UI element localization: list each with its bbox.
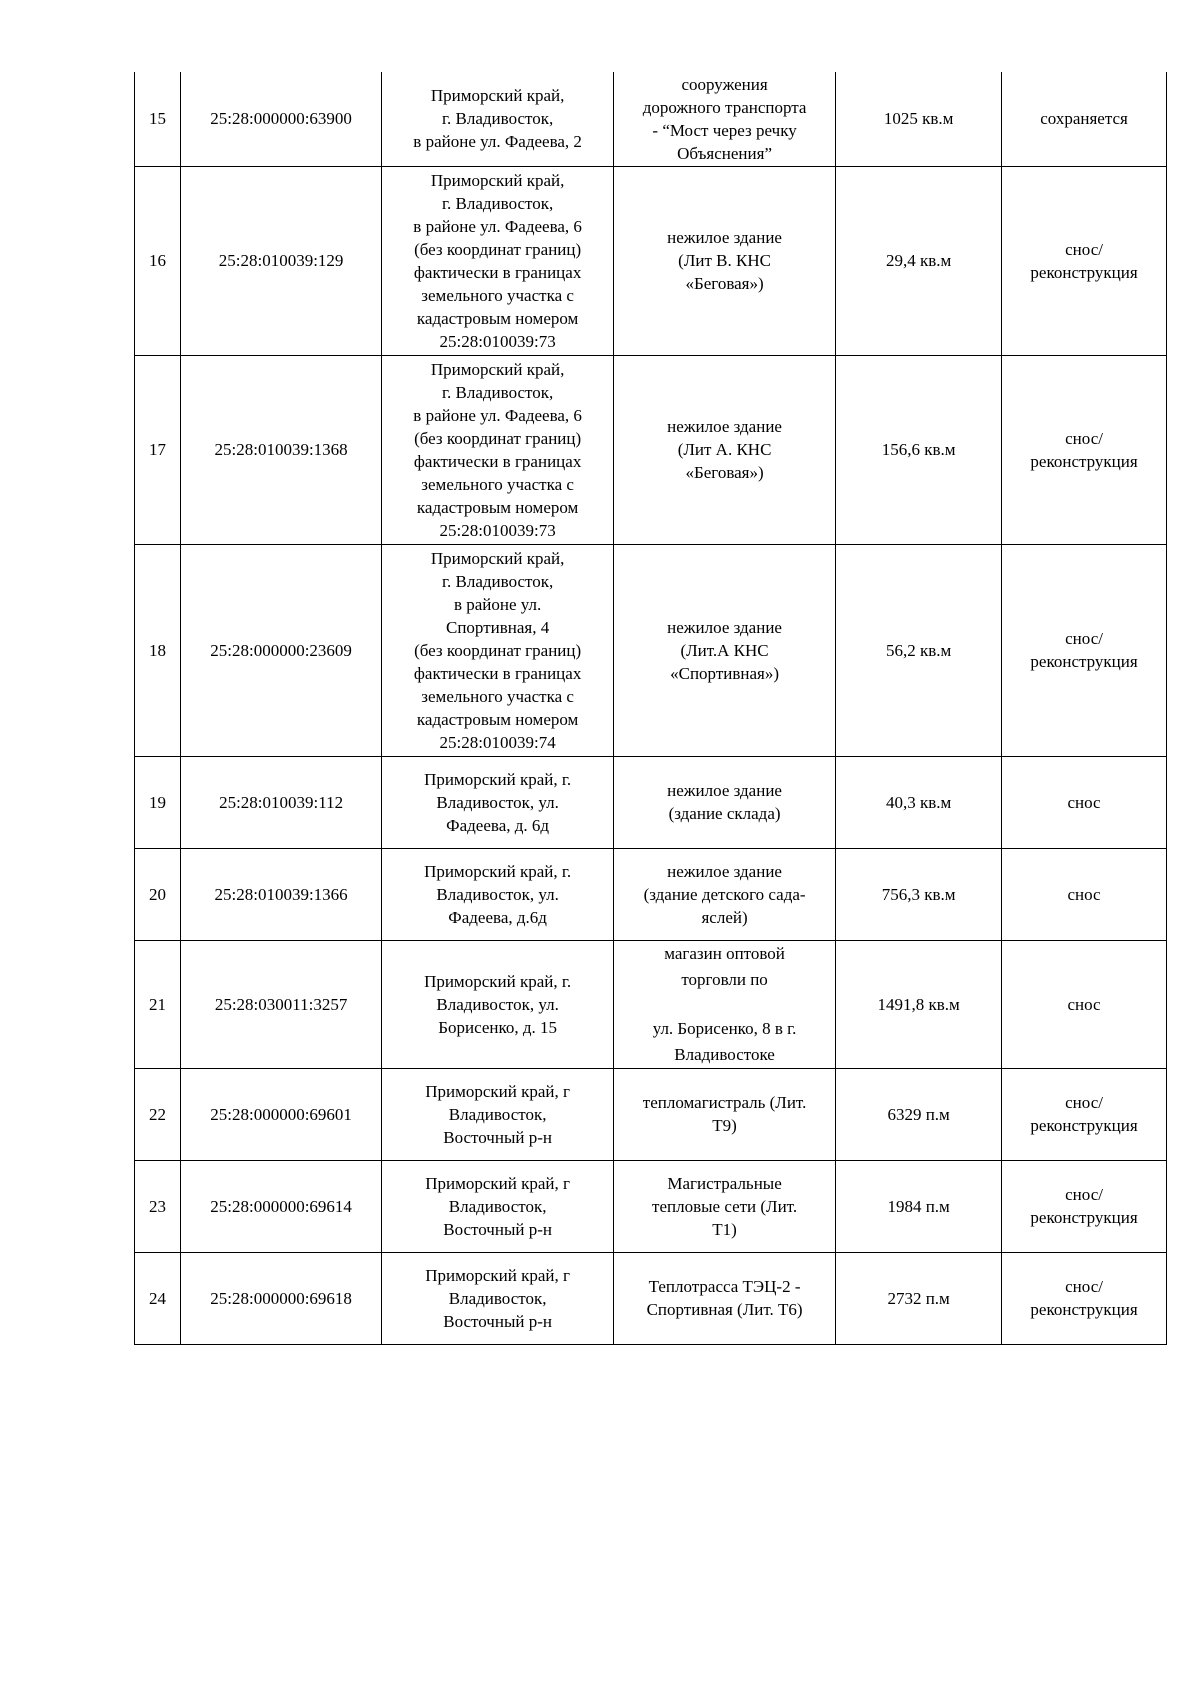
object-description: сооружения дорожного транспорта - “Мост через речку Объяснения” bbox=[613, 72, 835, 166]
object-description-line-2: ул. Борисенко, 8 в г. Владивостоке bbox=[652, 1018, 797, 1064]
table-row bbox=[135, 848, 1167, 940]
row-number: 19 bbox=[135, 756, 181, 848]
table-row bbox=[135, 166, 1167, 355]
row-number: 17 bbox=[135, 355, 181, 544]
row-number: 21 bbox=[135, 940, 181, 1068]
address: Приморский край, г Владивосток, Восточный р-н bbox=[382, 1160, 614, 1252]
area: 156,6 кв.м bbox=[836, 355, 1002, 544]
table-row bbox=[135, 756, 1167, 848]
status: снос bbox=[1002, 756, 1167, 848]
cadastral-number: 25:28:010039:1368 bbox=[180, 355, 381, 544]
cadastral-number: 25:28:030011:3257 bbox=[180, 940, 381, 1068]
status: снос/ реконструкция bbox=[1002, 355, 1167, 544]
table-row bbox=[135, 940, 1167, 1068]
cadastral-number: 25:28:000000:23609 bbox=[180, 544, 381, 756]
cadastral-number: 25:28:000000:63900 bbox=[180, 72, 381, 166]
address: Приморский край, г Владивосток, Восточный р-н bbox=[382, 1252, 614, 1344]
address: Приморский край, г Владивосток, Восточный р-н bbox=[382, 1068, 614, 1160]
area: 1491,8 кв.м bbox=[836, 940, 1002, 1068]
object-description: нежилое здание (Лит А. КНС «Беговая») bbox=[613, 355, 835, 544]
object-description: тепломагистраль (Лит. Т9) bbox=[613, 1068, 835, 1160]
cadastral-number: 25:28:010039:112 bbox=[180, 756, 381, 848]
address: Приморский край, г. Владивосток, ул. Фадеева, д. 6д bbox=[382, 756, 614, 848]
row-number: 20 bbox=[135, 848, 181, 940]
object-description: Магистральные тепловые сети (Лит. Т1) bbox=[613, 1160, 835, 1252]
address: Приморский край, г. Владивосток, ул. Фадеева, д.6д bbox=[382, 848, 614, 940]
status: снос/ реконструкция bbox=[1002, 1160, 1167, 1252]
status: снос bbox=[1002, 940, 1167, 1068]
objects-table bbox=[134, 72, 1167, 1345]
table-row bbox=[135, 1068, 1167, 1160]
area: 2732 п.м bbox=[836, 1252, 1002, 1344]
table-row bbox=[135, 1252, 1167, 1344]
area: 756,3 кв.м bbox=[836, 848, 1002, 940]
status: снос/ реконструкция bbox=[1002, 544, 1167, 756]
address: Приморский край, г. Владивосток, в районе ул. Фадеева, 2 bbox=[382, 72, 614, 166]
area: 1984 п.м bbox=[836, 1160, 1002, 1252]
object-description-line-1: магазин оптовой торговли по bbox=[664, 943, 785, 989]
table-row bbox=[135, 1160, 1167, 1252]
area: 1025 кв.м bbox=[836, 72, 1002, 166]
area: 56,2 кв.м bbox=[836, 544, 1002, 756]
row-number: 18 bbox=[135, 544, 181, 756]
address: Приморский край, г. Владивосток, ул. Борисенко, д. 15 bbox=[382, 940, 614, 1068]
cadastral-number: 25:28:000000:69601 bbox=[180, 1068, 381, 1160]
object-description: Теплотрасса ТЭЦ-2 - Спортивная (Лит. Т6) bbox=[613, 1252, 835, 1344]
area: 29,4 кв.м bbox=[836, 166, 1002, 355]
row-number: 23 bbox=[135, 1160, 181, 1252]
object-description bbox=[613, 940, 835, 1068]
status: снос/ реконструкция bbox=[1002, 1068, 1167, 1160]
area: 6329 п.м bbox=[836, 1068, 1002, 1160]
cadastral-number: 25:28:000000:69614 bbox=[180, 1160, 381, 1252]
row-number: 22 bbox=[135, 1068, 181, 1160]
status: снос bbox=[1002, 848, 1167, 940]
object-description: нежилое здание (Лит В. КНС «Беговая») bbox=[613, 166, 835, 355]
address: Приморский край, г. Владивосток, в районе ул. Спортивная, 4 (без координат границ) фактически в границах земельного участка с кадастровым номером 25:28:010039:74 bbox=[382, 544, 614, 756]
status: снос/ реконструкция bbox=[1002, 1252, 1167, 1344]
row-number: 15 bbox=[135, 72, 181, 166]
row-number: 16 bbox=[135, 166, 181, 355]
address: Приморский край, г. Владивосток, в районе ул. Фадеева, 6 (без координат границ) фактически в границах земельного участка с кадастровым номером 25:28:010039:73 bbox=[382, 166, 614, 355]
status: снос/ реконструкция bbox=[1002, 166, 1167, 355]
object-description: нежилое здание (Лит.А КНС «Спортивная») bbox=[613, 544, 835, 756]
cadastral-number: 25:28:010039:1366 bbox=[180, 848, 381, 940]
object-description: нежилое здание (здание детского сада- яслей) bbox=[613, 848, 835, 940]
cadastral-number: 25:28:010039:129 bbox=[180, 166, 381, 355]
address: Приморский край, г. Владивосток, в районе ул. Фадеева, 6 (без координат границ) фактически в границах земельного участка с кадастровым номером 25:28:010039:73 bbox=[382, 355, 614, 544]
object-description: нежилое здание (здание склада) bbox=[613, 756, 835, 848]
area: 40,3 кв.м bbox=[836, 756, 1002, 848]
table-row bbox=[135, 355, 1167, 544]
status: сохраняется bbox=[1002, 72, 1167, 166]
table-row bbox=[135, 72, 1167, 166]
cadastral-number: 25:28:000000:69618 bbox=[180, 1252, 381, 1344]
row-number: 24 bbox=[135, 1252, 181, 1344]
table-row bbox=[135, 544, 1167, 756]
